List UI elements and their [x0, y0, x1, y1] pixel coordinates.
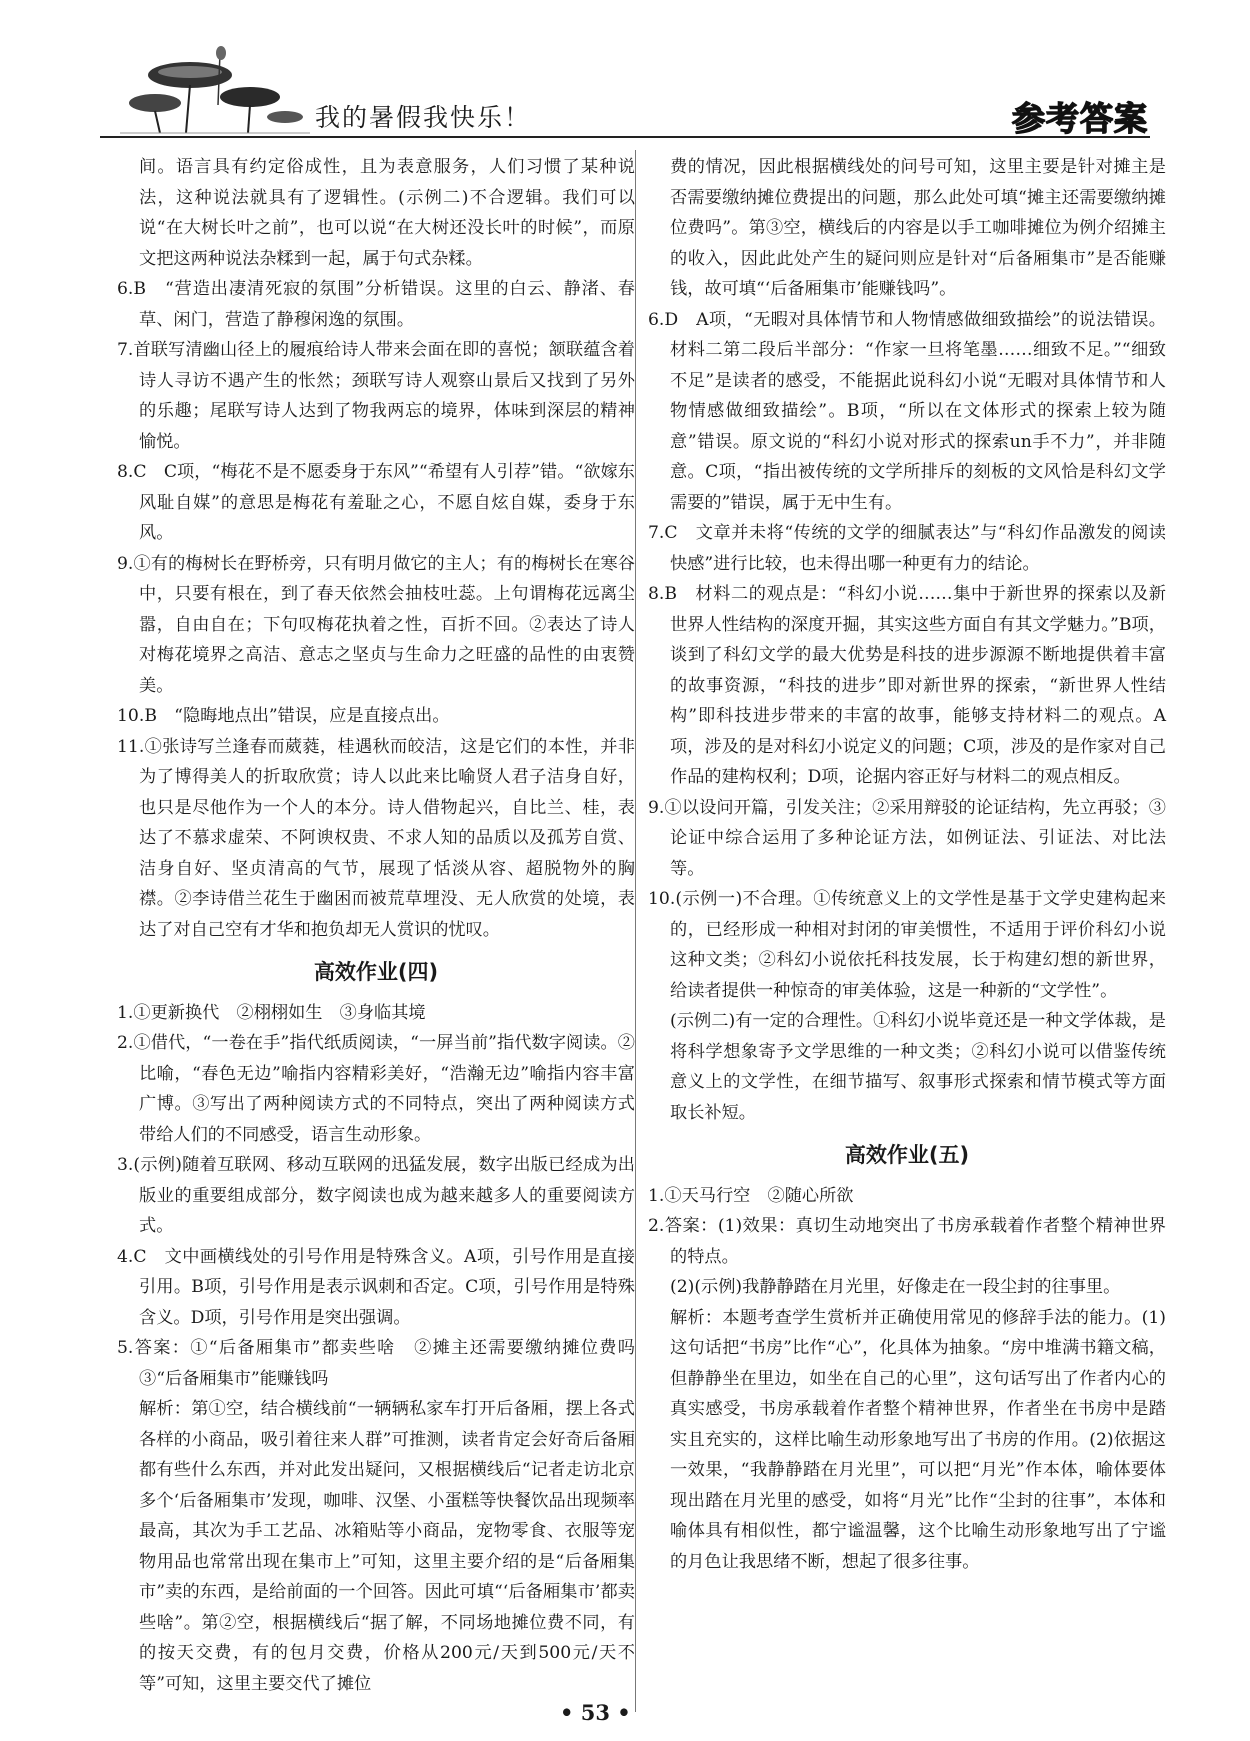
- page-header: [100, 40, 1150, 140]
- right-column: [648, 152, 1166, 1577]
- answer-paragraph: 7.C 文章并未将“传统的文学的细腻表达”与“科幻作品激发的阅读快感”进行比较，也未得出哪一种更有力的结论。: [648, 523, 1166, 574]
- answer-paragraph: (2)(示例)我静静踏在月光里，好像走在一段尘封的往事里。: [670, 1277, 1121, 1297]
- page-number: • 53 •: [560, 1700, 631, 1725]
- answer-paragraph: 10.B “隐晦地点出”错误，应是直接点出。: [117, 706, 450, 726]
- answer-paragraph: 11.①张诗写兰逢春而葳蕤，桂遇秋而皎洁，这是它们的本性，并非为了博得美人的折取欣赏；诗人以此来比喻贤人君子洁身自好，也只是尽他作为一个人的本分。诗人借物起兴，自比兰、桂，表达了不慕求虚荣、不阿谀权贵、不求人知的品质以及孤芳自赏、洁身自好、坚贞清高的气节，展现了恬淡从容、超脱物外的胸襟。②李诗借兰花生于幽困而被荒草埋没、无人欣赏的处境，表达了对自己空有才华和抱负却无人赏识的忧叹。: [117, 736, 635, 940]
- answer-paragraph: 8.B 材料二的观点是：“科幻小说……集中于新世界的探索以及新世界人性结构的深度开掘，其实这些方面自有其文学魅力。”B项，谈到了科幻文学的最大优势是科技的进步源源不断地提供着丰富的故事资源，“科技的进步”即对新世界的探索，“新世界人性结构”即科技进步带来的丰富的故事，能够支持材料二的观点。A项，涉及的是对科幻小说定义的问题；C项，涉及的是作家对自己作品的建构权利；D项，论据内容正好与材料二的观点相反。: [648, 584, 1166, 787]
- answer-paragraph: 间。语言具有约定俗成性，且为表意服务，人们习惯了某种说法，这种说法就具有了逻辑性。(示例二)不合逻辑。我们可以说“在大树长叶之前”，也可以说“在大树还没长叶的时候”，而原文把这两种说法杂糅到一起，属于句式杂糅。: [139, 157, 635, 269]
- header-badge: 参考答案: [1012, 99, 1148, 138]
- answer-paragraph: 1.①天马行空 ②随心所欲: [648, 1185, 854, 1206]
- column-divider: [635, 150, 636, 1712]
- answer-paragraph: 8.C C项，“梅花不是不愿委身于东风”“希望有人引荐”错。“欲嫁东风耻自媒”的意思是梅花有羞耻之心，不愿自炫自媒，委身于东风。: [117, 462, 635, 543]
- answer-paragraph: 2.答案：(1)效果：真切生动地突出了书房承载着作者整个精神世界的特点。: [648, 1216, 1166, 1267]
- answer-paragraph: 7.首联写清幽山径上的履痕给诗人带来会面在即的喜悦；颔联蕴含着诗人寻访不遇产生的怅然；颈联写诗人观察山景后又找到了另外的乐趣；尾联写诗人达到了物我两忘的境界，体味到深层的精神愉悦。: [117, 340, 635, 452]
- answer-paragraph: 6.B “营造出凄清死寂的氛围”分析错误。这里的白云、静渚、春草、闲门，营造了静穆闲逸的氛围。: [117, 279, 635, 330]
- answer-paragraph: 9.①以设问开篇，引发关注；②采用辩驳的论证结构，先立再驳；③论证中综合运用了多种论证方法，如例证法、引证法、对比法等。: [648, 797, 1166, 879]
- lotus-pond-icon: [120, 45, 310, 135]
- answer-paragraph: 费的情况，因此根据横线处的问号可知，这里主要是针对摊主是否需要缴纳摊位费提出的问题，那么此处可填“摊主还需要缴纳摊位费吗”。第③空，横线后的内容是以手工咖啡摊位为例介绍摊主的收入，因此此处产生的疑问则应是针对“后备厢集市”是否能赚钱，故可填“‘后备厢集市’能赚钱吗”。: [670, 157, 1166, 299]
- section-heading: 高效作业(五): [844, 1143, 970, 1167]
- answer-paragraph: 解析：本题考查学生赏析并正确使用常见的修辞手法的能力。(1)这句话把“书房”比作“心”，化具体为抽象。“房中堆满书籍文稿，但静静坐在里边，如坐在自己的心里”，这句话写出了作者内心的真实感受，书房承载着作者整个精神世界，作者坐在书房中是踏实且充实的，这样比喻生动形象地写出了书房的作用。(2)依据这一效果，“我静静踏在月光里”，可以把“月光”作本体，喻体要体现出踏在月光里的感受，如将“月光”比作“尘封的往事”，本体和喻体具有相似性，都宁谧温馨，这个比喻生动形象地写出了宁谧的月色让我思绪不断，想起了很多往事。: [670, 1307, 1166, 1572]
- answer-paragraph: 5.答案：①“后备厢集市”都卖些啥 ②摊主还需要缴纳摊位费吗 ③“后备厢集市”能赚钱吗: [117, 1338, 653, 1389]
- answer-paragraph: 2.①借代，“一卷在手”指代纸质阅读，“一屏当前”指代数字阅读。②比喻，“春色无边”喻指内容精彩美好，“浩瀚无边”喻指内容丰富广博。③写出了两种阅读方式的不同特点，突出了两种阅读方式带给人们的不同感受，语言生动形象。: [117, 1033, 635, 1145]
- answer-paragraph: 3.(示例)随着互联网、移动互联网的迅猛发展，数字出版已经成为出版业的重要组成部分，数字阅读也成为越来越多人的重要阅读方式。: [117, 1155, 635, 1236]
- answer-paragraph: 1.①更新换代 ②栩栩如生 ③身临其境: [117, 1002, 426, 1023]
- header-slogan: 我的暑假我快乐！: [315, 103, 532, 132]
- answer-paragraph: 4.C 文中画横线处的引号作用是特殊含义。A项，引号作用是直接引用。B项，引号作用是表示讽刺和否定。C项，引号作用是特殊含义。D项，引号作用是突出强调。: [117, 1246, 635, 1328]
- answer-paragraph: 解析：第①空，结合横线前“一辆辆私家车打开后备厢，摆上各式各样的小商品，吸引着往来人群”可推测，读者肯定会好奇后备厢都有些什么东西，并对此发出疑问，又根据横线后“记者走访北京多个‘后备厢集市’发现，咖啡、汉堡、小蛋糕等快餐饮品出现频率最高，其次为手工艺品、冰箱贴等小商品，宠物零食、衣服等宠物用品也常常出现在集市上”可知，这里主要介绍的是“后备厢集市”卖的东西，是给前面的一个回答。因此可填“‘后备厢集市’都卖些啥”。第②空，根据横线后“据了解，不同场地摊位费不同，有的按天交费，有的包月交费，价格从200元/天到500元/天不等”可知，这里主要交代了摊位: [139, 1399, 635, 1694]
- answer-paragraph: (示例二)有一定的合理性。①科幻小说毕竟还是一种文学体裁，是将科学想象寄予文学思维的一种文类；②科幻小说可以借鉴传统意义上的文学性，在细节描写、叙事形式探索和情节模式等方面取长补短。: [670, 1011, 1166, 1123]
- header-rule: [100, 136, 1150, 138]
- section-heading: 高效作业(四): [313, 960, 439, 984]
- answer-paragraph: 6.D A项，“无暇对具体情节和人物情感做细致描绘”的说法错误。材料二第二段后半部分：“作家一旦将笔墨……细致不足。”“细致不足”是读者的感受，不能据此说科幻小说“无暇对具体情节和人物情感做细致描绘”。B项，“所以在文体形式的探索上较为随意”错误。原文说的“科幻小说对形式的探索un手不力”，并非随意。C项，“指出被传统的文学所排斥的刻板的文风恰是科幻文学需要的”错误，属于无中生有。: [648, 309, 1166, 513]
- answer-paragraph: 9.①有的梅树长在野桥旁，只有明月做它的主人；有的梅树长在寒谷中，只要有根在，到了春天依然会抽枝吐蕊。上句谓梅花远离尘嚣，自由自在；下句叹梅花执着之性，百折不回。②表达了诗人对梅花境界之高洁、意志之坚贞与生命力之旺盛的品性的由衷赞美。: [117, 553, 635, 696]
- left-column: [117, 152, 653, 1699]
- answer-paragraph: 10.(示例一)不合理。①传统意义上的文学性是基于文学史建构起来的，已经形成一种相对封闭的审美惯性，不适用于评价科幻小说这种文类；②科幻小说依托科技发展，长于构建幻想的新世界，给读者提供一种惊奇的审美体验，这是一种新的“文学性”。: [648, 889, 1166, 1001]
